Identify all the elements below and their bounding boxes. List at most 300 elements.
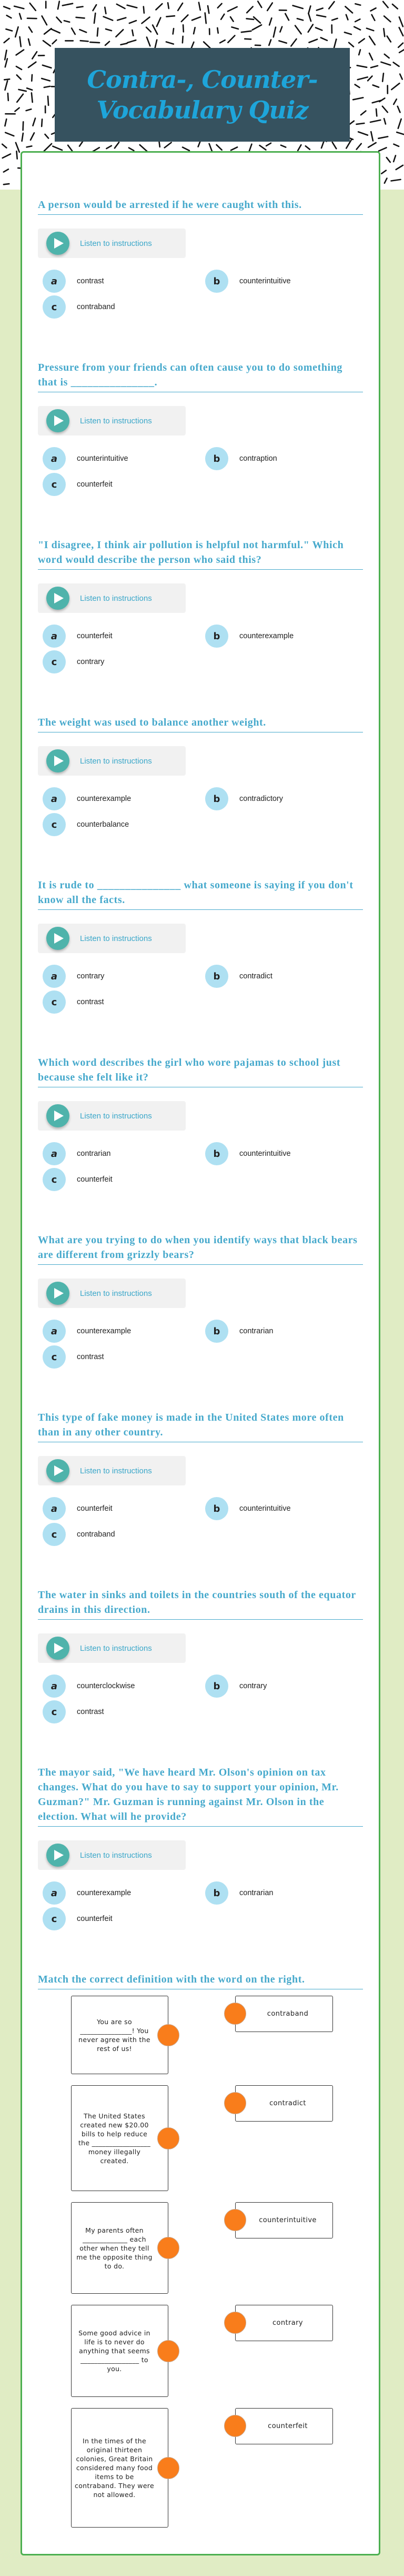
pattern-dash <box>199 3 200 11</box>
definition-connector-dot[interactable] <box>157 2127 179 2149</box>
definition-card <box>71 2305 168 2397</box>
pattern-dash <box>44 28 52 34</box>
pattern-dash <box>280 27 282 32</box>
pattern-dash <box>384 118 386 124</box>
pattern-dash <box>231 147 237 150</box>
option-letter-badge: c <box>43 813 66 836</box>
listen-label: Listen to instructions <box>80 1850 152 1860</box>
option-b[interactable] <box>200 1881 358 1905</box>
option-label: contraband <box>77 1530 115 1539</box>
pattern-dash <box>42 78 50 81</box>
question-text: Which word describes the girl who wore pajamas to school just because she felt like it? <box>38 1055 363 1087</box>
pattern-dash <box>90 42 99 43</box>
pattern-dash <box>43 65 52 68</box>
pattern-dash <box>399 17 403 26</box>
pattern-dash <box>27 146 32 147</box>
option-c[interactable] <box>38 1168 200 1191</box>
play-icon <box>46 587 69 610</box>
pattern-dash <box>183 25 184 32</box>
pattern-dash <box>349 43 354 47</box>
definition-connector-dot[interactable] <box>157 2237 179 2259</box>
pattern-dash <box>361 111 366 115</box>
option-letter-badge: c <box>43 650 66 673</box>
play-icon <box>46 1459 69 1482</box>
option-b[interactable] <box>200 1675 358 1698</box>
answer-options <box>38 1881 363 1930</box>
pattern-dash <box>317 15 326 17</box>
pattern-dash <box>387 157 390 162</box>
pattern-dash <box>332 18 338 20</box>
listen-label: Listen to instructions <box>80 1466 152 1475</box>
pattern-dash <box>57 17 62 23</box>
option-label: contradictory <box>239 795 284 803</box>
pattern-dash <box>400 74 402 80</box>
question-9 <box>38 1588 363 1723</box>
play-icon <box>46 1637 69 1660</box>
pattern-dash <box>252 25 262 30</box>
definition-text: You are so _______________! You never agree with the rest of us! <box>78 2017 150 2053</box>
option-letter-badge: c <box>43 1345 66 1369</box>
pattern-dash <box>29 27 32 32</box>
option-letter-badge: a <box>43 1142 66 1165</box>
option-label: contraption <box>239 454 277 463</box>
option-label: contrary <box>77 972 105 980</box>
pattern-dash <box>241 31 251 32</box>
pattern-dash <box>399 49 404 53</box>
pattern-dash <box>247 7 253 13</box>
pattern-dash <box>127 40 136 43</box>
pattern-dash <box>205 13 206 24</box>
pattern-dash <box>31 133 34 140</box>
pattern-dash <box>58 2 59 9</box>
pattern-dash <box>4 38 9 43</box>
pattern-dash <box>192 17 200 20</box>
pattern-dash <box>392 4 398 9</box>
pattern-dash <box>155 40 157 48</box>
pattern-dash <box>383 28 385 36</box>
play-icon <box>46 1104 69 1127</box>
definition-connector-dot[interactable] <box>157 2457 179 2479</box>
pattern-dash <box>181 15 188 22</box>
listen-to-instructions-button[interactable] <box>38 1101 186 1131</box>
pattern-dash <box>269 18 271 25</box>
pattern-dash <box>293 6 303 9</box>
listen-to-instructions-button[interactable] <box>38 746 186 776</box>
pattern-dash <box>393 62 399 66</box>
pattern-dash <box>306 146 310 149</box>
listen-to-instructions-button[interactable] <box>38 1456 186 1485</box>
pattern-dash <box>359 49 360 55</box>
word-text: contrary <box>272 2319 303 2327</box>
option-label: contrast <box>77 1353 104 1361</box>
pattern-dash <box>4 169 8 172</box>
option-letter-badge: b <box>205 447 228 470</box>
definition-text: Some good advice in life is to never do anything that seems _________________ to you. <box>78 2329 150 2373</box>
word-connector-dot[interactable] <box>224 2209 246 2231</box>
listen-label: Listen to instructions <box>80 1643 152 1653</box>
word-text: counterfeit <box>268 2422 308 2430</box>
quiz-header <box>55 48 350 142</box>
pattern-dash <box>228 36 235 43</box>
option-label: counterexample <box>77 1889 132 1897</box>
pattern-dash <box>358 77 368 80</box>
pattern-dash <box>372 15 375 21</box>
definition-connector-dot[interactable] <box>157 2024 179 2046</box>
pattern-dash <box>129 148 134 151</box>
option-letter-badge: c <box>43 1523 66 1546</box>
option-b[interactable] <box>200 787 358 810</box>
pattern-dash <box>27 88 32 90</box>
match-row <box>38 1996 363 2074</box>
answer-options <box>38 1142 363 1191</box>
pattern-dash <box>156 4 162 9</box>
pattern-dash <box>44 144 52 151</box>
question-5 <box>38 878 363 1014</box>
definition-text: In the times of the original thirteen colonies, Great Britain considered many food items to be contraband. They were not allowed. <box>75 2437 154 2499</box>
pattern-dash <box>353 97 363 100</box>
option-letter-badge: c <box>43 1168 66 1191</box>
pattern-dash <box>332 142 337 148</box>
pattern-dash <box>115 142 119 148</box>
word-card[interactable] <box>235 1996 333 2032</box>
pattern-dash <box>346 15 348 20</box>
question-text: What are you trying to do when you identify ways that black bears are different from grizzly bears? <box>38 1233 363 1265</box>
pattern-dash <box>371 66 378 67</box>
pattern-dash <box>194 27 195 34</box>
pattern-dash <box>345 6 352 13</box>
pattern-dash <box>247 18 254 19</box>
option-c[interactable] <box>38 1907 200 1930</box>
pattern-dash <box>33 118 36 126</box>
pattern-dash <box>173 28 174 34</box>
pattern-dash <box>105 42 109 45</box>
question-text: The weight was used to balance another weight. <box>38 715 363 732</box>
pattern-dash <box>382 106 388 113</box>
question-text: A person would be arrested if he were caught with this. <box>38 197 363 215</box>
option-label: contradict <box>239 972 272 980</box>
pattern-dash <box>399 27 403 36</box>
pattern-dash <box>72 28 75 35</box>
option-c[interactable] <box>38 473 200 496</box>
option-c[interactable] <box>38 295 200 319</box>
pattern-dash <box>391 83 399 90</box>
pattern-dash <box>308 6 310 13</box>
match-row <box>38 2305 363 2397</box>
pattern-dash <box>121 43 127 45</box>
question-list <box>38 197 363 1930</box>
option-letter-badge: b <box>205 1675 228 1698</box>
option-letter-badge: a <box>43 625 66 648</box>
option-letter-badge: b <box>205 1142 228 1165</box>
pattern-dash <box>228 7 237 11</box>
question-7 <box>38 1233 363 1369</box>
option-b[interactable] <box>200 1320 358 1343</box>
question-4 <box>38 715 363 836</box>
word-connector-dot[interactable] <box>224 2092 246 2114</box>
pattern-dash <box>220 40 225 43</box>
pattern-dash <box>379 147 386 151</box>
pattern-dash <box>269 40 271 46</box>
pattern-dash <box>77 7 83 8</box>
pattern-dash <box>5 119 6 126</box>
definition-card <box>71 2202 168 2294</box>
pattern-dash <box>345 32 351 34</box>
pattern-dash <box>371 132 373 141</box>
option-label: counterfeit <box>77 1915 113 1923</box>
pattern-dash <box>357 65 367 67</box>
pattern-dash <box>309 14 311 21</box>
listen-label: Listen to instructions <box>80 239 152 248</box>
pattern-dash <box>5 81 8 90</box>
listen-label: Listen to instructions <box>80 934 152 943</box>
pattern-dash <box>329 2 334 9</box>
option-a[interactable] <box>38 1497 200 1520</box>
pattern-dash <box>260 145 266 150</box>
option-label: contrarian <box>77 1150 111 1158</box>
option-b[interactable] <box>200 1497 358 1520</box>
pattern-dash <box>44 86 50 87</box>
listen-to-instructions-button[interactable] <box>38 406 186 435</box>
pattern-dash <box>398 106 400 113</box>
option-label: counterfeit <box>77 1504 113 1513</box>
option-letter-badge: a <box>43 1497 66 1520</box>
pattern-dash <box>376 109 377 116</box>
pattern-dash <box>382 73 383 81</box>
pattern-dash <box>183 147 189 151</box>
pattern-dash <box>381 62 390 65</box>
answer-options <box>38 447 363 496</box>
listen-label: Listen to instructions <box>80 593 152 603</box>
option-a[interactable] <box>38 270 200 293</box>
pattern-dash <box>147 37 150 46</box>
pattern-dash <box>15 108 19 112</box>
option-letter-badge: a <box>43 1320 66 1343</box>
listen-to-instructions-button[interactable] <box>38 229 186 258</box>
pattern-dash <box>79 141 83 146</box>
pattern-dash <box>165 143 171 148</box>
listen-to-instructions-button[interactable] <box>38 1633 186 1663</box>
pattern-dash <box>384 16 390 22</box>
pattern-dash <box>359 39 365 43</box>
question-3 <box>38 538 363 673</box>
option-a[interactable] <box>38 447 200 470</box>
pattern-dash <box>358 132 368 135</box>
pattern-dash <box>217 145 222 150</box>
pattern-dash <box>28 39 30 45</box>
pattern-dash <box>398 43 403 47</box>
option-letter-badge: b <box>205 625 228 648</box>
pattern-dash <box>19 14 21 19</box>
play-icon <box>46 1282 69 1305</box>
pattern-dash <box>191 42 194 48</box>
option-c[interactable] <box>38 1523 200 1546</box>
pattern-dash <box>393 144 399 146</box>
question-text: Pressure from your friends can often cause you to do something that is _______________. <box>38 360 363 392</box>
option-letter-badge: a <box>43 447 66 470</box>
option-label: contraband <box>77 303 115 311</box>
option-letter-badge: b <box>205 270 228 293</box>
pattern-dash <box>53 40 57 44</box>
pattern-dash <box>398 119 401 128</box>
pattern-dash <box>221 14 224 19</box>
pattern-dash <box>321 38 327 41</box>
pattern-dash <box>254 17 260 23</box>
pattern-dash <box>106 146 111 148</box>
pattern-dash <box>14 6 24 9</box>
pattern-dash <box>16 66 22 70</box>
listen-to-instructions-button[interactable] <box>38 1279 186 1308</box>
pattern-dash <box>383 2 388 8</box>
pattern-dash <box>23 122 24 130</box>
listen-label: Listen to instructions <box>80 756 152 766</box>
option-c[interactable] <box>38 990 200 1014</box>
match-row <box>38 2202 363 2294</box>
definition-text: My parents often _____________ each other when they tell me the opposite thing to do. <box>76 2226 153 2270</box>
pattern-dash <box>3 154 11 158</box>
definition-card <box>71 2085 168 2191</box>
word-connector-dot[interactable] <box>224 2312 246 2334</box>
option-a[interactable] <box>38 625 200 648</box>
pattern-dash <box>396 165 403 170</box>
option-c[interactable] <box>38 1700 200 1723</box>
pattern-dash <box>266 143 271 146</box>
pattern-dash <box>381 171 386 174</box>
option-b[interactable] <box>200 270 358 293</box>
pattern-dash <box>231 27 238 29</box>
option-b[interactable] <box>200 625 358 648</box>
question-text: It is rude to _______________ what someone is saying if you don't know all the facts. <box>38 878 363 910</box>
pattern-dash <box>140 145 147 152</box>
option-b[interactable] <box>200 965 358 988</box>
answer-options <box>38 1675 363 1723</box>
question-text: The mayor said, "We have heard Mr. Olson's opinion on tax changes. What do you have to say to support your opinion, Mr. Guzman?" Mr. Guzman is running against Mr. Olson in the election. What will he provide? <box>38 1765 363 1827</box>
option-letter-badge: b <box>205 787 228 810</box>
option-b[interactable] <box>200 447 358 470</box>
option-a[interactable] <box>38 1881 200 1905</box>
option-c[interactable] <box>38 650 200 673</box>
pattern-dash <box>105 7 106 14</box>
pattern-dash <box>132 30 133 36</box>
option-a[interactable] <box>38 787 200 810</box>
pattern-dash <box>385 54 389 58</box>
option-a[interactable] <box>38 1142 200 1165</box>
pattern-dash <box>295 26 301 34</box>
option-label: contrast <box>77 277 104 285</box>
pattern-dash <box>204 42 210 48</box>
answer-options <box>38 1320 363 1369</box>
option-a[interactable] <box>38 965 200 988</box>
quiz-card <box>21 151 380 2555</box>
pattern-dash <box>369 53 372 60</box>
word-connector-dot[interactable] <box>224 2003 246 2025</box>
option-label: counterfeit <box>77 480 113 489</box>
pattern-dash <box>367 28 373 31</box>
listen-to-instructions-button[interactable] <box>38 1840 186 1870</box>
pattern-dash <box>26 109 32 111</box>
word-card[interactable] <box>235 2085 333 2122</box>
pattern-dash <box>4 79 9 80</box>
pattern-dash <box>168 3 169 8</box>
option-a[interactable] <box>38 1675 200 1698</box>
pattern-dash <box>267 3 272 11</box>
question-1 <box>38 197 363 319</box>
answer-options <box>38 787 363 836</box>
pattern-dash <box>217 28 218 33</box>
option-label: counterintuitive <box>239 1504 291 1513</box>
pattern-dash <box>354 27 360 30</box>
definition-text: The United States created new $20.00 bills to help reduce the _________________ money illegally created. <box>78 2112 151 2165</box>
definition-card <box>71 2408 168 2528</box>
pattern-dash <box>334 39 337 48</box>
definition-connector-dot[interactable] <box>157 2340 179 2362</box>
pattern-dash <box>308 25 313 32</box>
question-10 <box>38 1765 363 1930</box>
pattern-dash <box>387 36 391 42</box>
option-c[interactable] <box>38 813 200 836</box>
pattern-dash <box>30 3 36 11</box>
question-6 <box>38 1055 363 1191</box>
option-label: contrary <box>77 658 105 666</box>
option-label: contrast <box>77 998 104 1006</box>
option-b[interactable] <box>200 1142 358 1165</box>
option-c[interactable] <box>38 1345 200 1369</box>
option-label: contrarian <box>239 1889 274 1897</box>
pattern-dash <box>218 4 222 8</box>
option-label: counterexample <box>239 632 294 640</box>
pattern-dash <box>391 180 401 181</box>
quiz-title: Contra-, Counter- Vocabulary Quiz <box>87 65 318 124</box>
question-text: This type of fake money is made in the United States more often than in any other country. <box>38 1410 363 1442</box>
listen-label: Listen to instructions <box>80 1111 152 1121</box>
option-label: contrary <box>239 1682 267 1690</box>
pattern-dash <box>17 94 23 102</box>
pattern-dash <box>371 8 376 11</box>
option-a[interactable] <box>38 1320 200 1343</box>
answer-options <box>38 270 363 319</box>
pattern-dash <box>2 144 6 148</box>
pattern-dash <box>378 136 388 138</box>
pattern-dash <box>68 145 72 151</box>
pattern-dash <box>355 4 360 5</box>
pattern-dash <box>373 85 379 87</box>
pattern-dash <box>106 29 112 31</box>
listen-to-instructions-button[interactable] <box>38 924 186 953</box>
pattern-dash <box>279 41 286 43</box>
pattern-dash <box>357 144 361 150</box>
pattern-dash <box>370 120 380 122</box>
play-icon <box>46 1844 69 1867</box>
pattern-dash <box>285 14 289 21</box>
pattern-dash <box>53 146 62 150</box>
match-row <box>38 2408 363 2528</box>
pattern-dash <box>298 145 301 151</box>
pattern-dash <box>230 17 234 22</box>
pattern-dash <box>117 18 126 21</box>
word-card[interactable] <box>235 2408 333 2444</box>
listen-to-instructions-button[interactable] <box>38 583 186 613</box>
pattern-dash <box>385 179 387 183</box>
pattern-dash <box>97 28 98 36</box>
word-card[interactable] <box>235 2305 333 2341</box>
word-text: contraband <box>267 2010 309 2018</box>
answer-options <box>38 1497 363 1546</box>
word-card[interactable] <box>235 2202 333 2238</box>
pattern-dash <box>157 18 161 27</box>
pattern-dash <box>19 90 26 91</box>
option-letter-badge: b <box>205 965 228 988</box>
pattern-dash <box>274 27 276 37</box>
word-connector-dot[interactable] <box>224 2415 246 2437</box>
